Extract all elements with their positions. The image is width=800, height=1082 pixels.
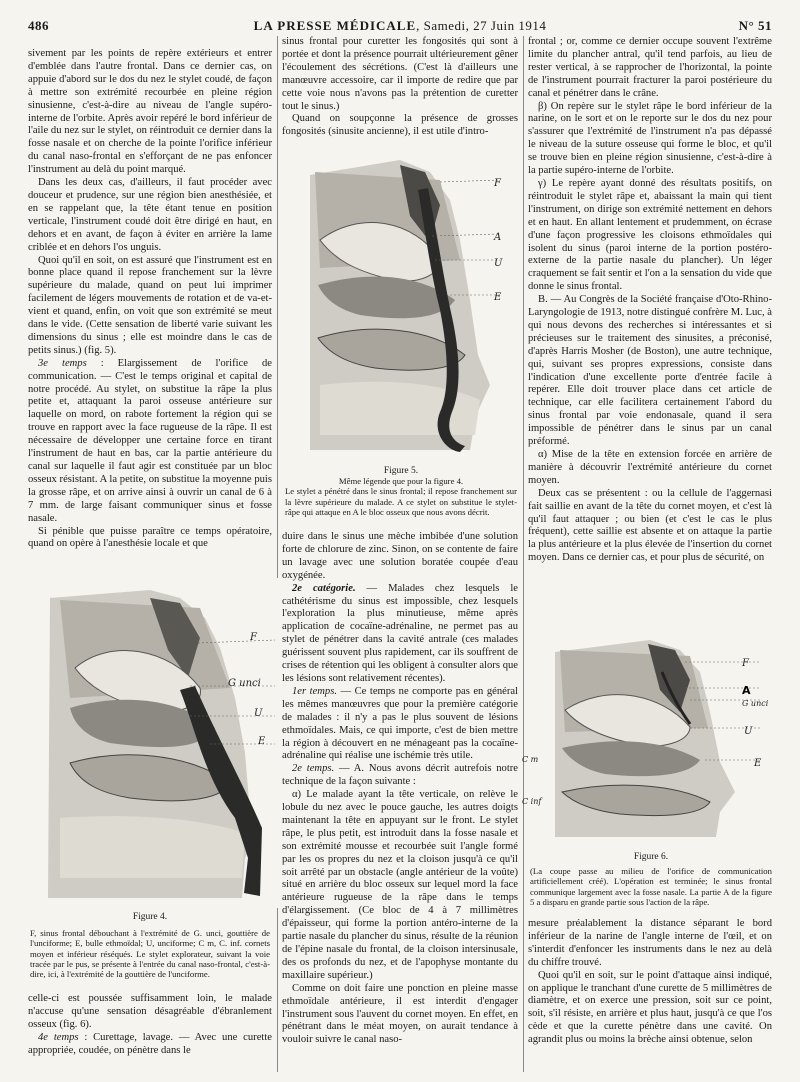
figure-6-caption-text: (La coupe passe au milieu de l'orifice de communication artificiellement créé). L'opération est terminée; le sinus frontal communique largement avec la fosse nasale. La partie A de la figure 5 a disparu en grande partie sous l'action de la râpe. bbox=[530, 866, 772, 907]
figure-5-title: Figure 5. bbox=[383, 466, 419, 476]
column-1-bottom bbox=[28, 993, 272, 1058]
column-2-top bbox=[282, 36, 518, 139]
fig4-label-e: E bbox=[258, 736, 266, 747]
paragraph: Dans les deux cas, d'ailleurs, il faut procéder avec douceur et prudence, sur une région bien anesthésiée, et en se rappelant que, la tête étant tenue en position verticale, l'instrument coudé doit être dirigé en haut, en dehors et en avant, de façon à éviter en arrière la lame criblée et en dehors l'os unguis. bbox=[28, 177, 272, 253]
fig4-label-f: F bbox=[250, 632, 257, 643]
figure-5-illustration bbox=[300, 150, 510, 460]
fig6-label-a: A bbox=[742, 684, 751, 697]
fig5-label-e: E bbox=[494, 292, 502, 303]
figure-6-labels-left bbox=[522, 752, 548, 812]
column-3-bottom bbox=[528, 918, 772, 1047]
paragraph: celle-ci est poussée suffisamment loin, le malade n'accuse qu'une sensation désagréable d'ébranlement osseux (fig. 6). bbox=[28, 993, 272, 1030]
paragraph: B. — Au Congrès de la Société française d'Oto-Rhino-Laryngologie de 1913, notre distingué confrère M. Luc, à qui nous devons des recherches si intéressantes et si précieuses sur le traitement des sinusites, a préconisé, d'après Harris Mosher (de Boston), une autre technique, qui, suivant ses propres expressions, consiste dans l'indication d'une excellente porte d'entrée facile à repérer. Elle doit trouver place dans cet article de technique, car elle facilitera certainement l'abord du sinus frontal par voie endonasale, quand il sera impossible de pénétrer dans le sinus par un canal préformé. bbox=[528, 294, 772, 448]
figure-6 bbox=[540, 632, 770, 842]
column-divider bbox=[523, 36, 524, 1072]
fig4-label-u: U bbox=[254, 708, 263, 719]
column-divider bbox=[277, 36, 278, 1072]
fig6-label-gunci: G unci bbox=[742, 699, 769, 708]
paragraph: α) Le malade ayant la tête verticale, on relève le lobule du nez avec le pouce gauche, les autres doigts maintenant la tête en appuyant sur le front. Le stylet râpe, le plus petit, est introduit dans la fosse nasale et son extrémité mousse et recourbée suit l'angle formé par les os propres du nez et la cloison jusqu'à ce qu'il soit arrêté par un obstacle (angle antérieur de la voûte) situé en arrière du bloc osseux sur lequel mord la face antérieure rugueuse de la râpe dans le temps d'élargissement. (Ce bloc de 4 à 7 millimètres d'épaisseur, qui forme la portion antéro-interne de la partie nasale du plancher du sinus, résulte de la réunion de l'épine nasale du frontal, de la cloison intersinusale, des os profonds du nez, et de l'apophyse montante du maxillaire supérieur.) bbox=[282, 789, 518, 981]
column-2-bottom bbox=[282, 531, 518, 1047]
figure-5-caption-text: Le stylet a pénétré dans le sinus frontal; il repose franchement sur la lèvre supérieure du malade. A ce stylet on substitue le stylet-râpe qui attaque en A le bloc osseux que nous avons décrit. bbox=[285, 486, 517, 517]
fig5-label-a: A bbox=[494, 232, 502, 243]
fig5-label-f: F bbox=[494, 178, 501, 189]
fig5-label-u: U bbox=[494, 258, 503, 269]
figure-5-subtitle: Même légende que pour la figure 4. bbox=[338, 476, 464, 487]
paragraph: frontal ; or, comme ce dernier occupe souvent l'extrême limite du plancher antral, qu'il tend parfois, au lieu de rester vertical, à se rapprocher de l'horizontal, la pointe de l'instrument pourrait fracturer la paroi postérieure du canal et pénétrer dans le crâne. bbox=[528, 36, 772, 99]
figure-6-labels-right bbox=[740, 650, 772, 780]
figure-4-title: Figure 4. bbox=[132, 912, 168, 922]
figure-6-title: Figure 6. bbox=[633, 852, 669, 862]
paragraph: 1er temps. — Ce temps ne comporte pas en général les mêmes manœuvres que pour la première catégorie de malades : il n'y a pas le plus souvent de lésions ethmoïdales. Mais, ce qui importe, c'est de bien mettre la région à découvert en ne ménageant pas la cocaïne-adrénaline qui réalise une ischémie très utile. bbox=[282, 685, 518, 762]
page-number: 486 bbox=[28, 18, 49, 33]
paragraph: sinus frontal pour curetter les fongosités qui sont à portée et dont la présence pourrait ultérieurement gêner l'écoulement des sécrétions. (C'est là d'ailleurs une manœuvre accessoire, car il importe de redire que par cette voie nous n'avons pas la prétention de curetter tout le sinus.) bbox=[282, 36, 518, 112]
paragraph: Quoi qu'il en soit, sur le point d'attaque ainsi indiqué, on applique le tranchant d'une curette de 5 millimètres de diamètre, et on exerce une pression, soit sur ce point, soit, s'il résiste, en arrière et plus haut, jusqu'à ce que l'os cède et que la curette pénètre dans une cavité. On agrandit plus ou moins la brèche ainsi obtenue, selon bbox=[528, 969, 772, 1046]
paragraph: β) On repère sur le stylet râpe le bord inférieur de la narine, on le sort et on le reporte sur le dos du nez pour s'assurer que l'extrémité de l'instrument n'a pas dépassé le niveau de la suture osseuse qui forme le bloc, et qu'il se trouve bien en pleine région sinusienne, c'est-à-dire à la partie supéro-interne de l'orbite. bbox=[528, 100, 772, 177]
column-3-top bbox=[528, 36, 772, 565]
paragraph: Deux cas se présentent : ou la cellule de l'aggernasi fait saillie en avant de la tête du cornet moyen, et c'est là qu'il faut attaquer ; ou bien (et c'est le cas le plus fréquent), cette saillie est absente et on attaque la partie la plus antérieure et la plus élevée de l'insertion du cornet moyen. Dans ce dernier cas, et pour plus de sécurité, on bbox=[528, 487, 772, 564]
figure-5 bbox=[300, 150, 510, 460]
journal-title: LA PRESSE MÉDICALE, Samedi, 27 Juin 1914 bbox=[253, 18, 547, 33]
paragraph: 4e temps : Curettage, lavage. — Avec une curette appropriée, coudée, on pénètre dans le bbox=[28, 1031, 272, 1056]
paragraph: 2e temps. — A. Nous avons décrit autrefois notre technique de la façon suivante : bbox=[282, 763, 519, 788]
paragraph: 2e catégorie. — Malades chez lesquels le cathétérisme du sinus est impossible, chez lesquels l'exploration la plus minutieuse, même après application de cocaïne-adrénaline, ne permet pas au stylet de pénétrer dans la cavité antrale (ces malades guérissent souvent plus rapidement, car ils souffrent de crises de rétention qui les obligent à consulter alors que les lésions sont relativement récentes). bbox=[282, 582, 518, 684]
paragraph: 3e temps : Elargissement de l'orifice de communication. — C'est le temps original et capital de notre procédé. Au stylet, on substitue la râpe la plus petite et, attaquant la paroi osseuse antérieure sur laquelle on mord, on rabote fortement la région qui se trouve en rapport avec la face rugueuse de la râpe. Il est nécessaire de développer une certaine force en tirant l'instrument de haut en bas, car la partie antérieure du canal sur laquelle il faut agir est constituée par un bloc osseux résistant. A la petite, on substitue la moyenne puis la grosse râpe, et on arrive ainsi à ouvrir un canal de 6 à 7 mm. de large faisant communiquer sinus et fosse nasale. bbox=[28, 357, 272, 524]
figure-6-illustration bbox=[540, 632, 770, 842]
figure-5-caption bbox=[285, 466, 517, 517]
paragraph: α) Mise de la tête en extension forcée en arrière de manière à découvrir l'extrémité antérieure du cornet moyen. bbox=[528, 449, 772, 486]
paragraph: Quoi qu'il en soit, on est assuré que l'instrument est en bonne place quand il repose franchement sur la lèvre supérieure du malade, quand on peut lui imprimer facilement de légers mouvements de rotation et de va-et-vient et quand, enfin, on voit que son extrémité se meut dans le vide. (Cette sensation de liberté varie suivant les dimensions du sinus ; elle est moindre dans le cas de petits sinus.) (fig. 5). bbox=[28, 254, 272, 356]
column-1-top bbox=[28, 48, 272, 551]
fig6-label-u: U bbox=[744, 726, 753, 737]
paragraph: mesure préalablement la distance séparant le bord inférieur de la narine de l'angle interne de l'œil, et on s'interdit d'enfoncer les instruments dans le nez au delà du chiffre trouvé. bbox=[528, 918, 772, 968]
issue-number: N° 51 bbox=[738, 18, 772, 33]
paragraph: Quand on soupçonne la présence de grosses fongosités (sinusite ancienne), il est utile d'intro- bbox=[282, 113, 518, 138]
paragraph: Comme on doit faire une ponction en pleine masse ethmoïdale antérieure, il est interdit d'engager l'instrument sous l'auvent du cornet moyen. En effet, en pénétrant dans le méat moyen, on aurait tendance à vouloir suivre le canal naso- bbox=[282, 982, 518, 1046]
fig6-label-cm: C m bbox=[522, 755, 539, 764]
fig4-label-gunci: G unci bbox=[228, 678, 261, 689]
figure-5-labels bbox=[486, 170, 516, 310]
paragraph: γ) Le repère ayant donné des résultats positifs, on réintroduit le stylet râpe et, abaissant la main qui tient l'instrument, on dirige son extrémité nettement en dehors et en haut. En allant lentement et prudemment, on écrase d'une façon progressive les cloisons ethmoïdales qui isolent du sinus (paroi interne de la portion postéro-externe de la partie nasale du plancher). Un léger craquement se fait sentir et l'on a la sensation du vide que donne le sinus frontal. bbox=[528, 177, 773, 293]
paragraph: sivement par les points de repère extérieurs et entrer d'emblée dans l'autre frontal. Dans ce dernier cas, on appuie d'abord sur le dos du nez le stylet coudé, de façon à mettre son extrémité recourbée en pleine région sinusienne, c'est-à-dire au niveau de l'angle supéro-interne de l'orbite. Après avoir repéré le bord inférieur de l'aile du nez sur le stylet, on réintroduit ce dernier dans la fosse nasale et on cherche de la pointe l'orifice inférieur du canal naso-frontal en s'efforçant de ne pas enfoncer l'instrument au delà du point marqué. bbox=[28, 48, 272, 176]
fig6-label-f: F bbox=[742, 658, 749, 669]
paragraph: duire dans le sinus une mèche imbibée d'une solution forte de chlorure de zinc. Sinon, on se contente de faire un lavage avec une solution boratée coupée d'eau oxygénée. bbox=[282, 531, 518, 581]
figure-6-caption bbox=[530, 852, 772, 907]
figure-4-labels bbox=[222, 630, 280, 760]
figure-4-caption-text: F, sinus frontal débouchant à l'extrémité de G. unci, gouttière de l'unciforme; E, bulle ethmoïdal; U, unciforme; C m, C. inf. cornets moyen et inférieur réséqués. Le stylet explorateur, suivant la voie tracée par le pus, se présente à l'entrée du canal naso-frontal, c'est-à-dire, ici, à l'extrémité de la gouttière de l'unciforme. bbox=[30, 928, 270, 980]
fig6-label-cinf: C inf bbox=[522, 797, 542, 806]
paragraph: Si pénible que puisse paraître ce temps opératoire, quand on opère à l'anesthésie locale et que bbox=[28, 525, 272, 550]
figure-4-caption bbox=[30, 912, 270, 979]
fig6-label-e: E bbox=[754, 758, 762, 769]
